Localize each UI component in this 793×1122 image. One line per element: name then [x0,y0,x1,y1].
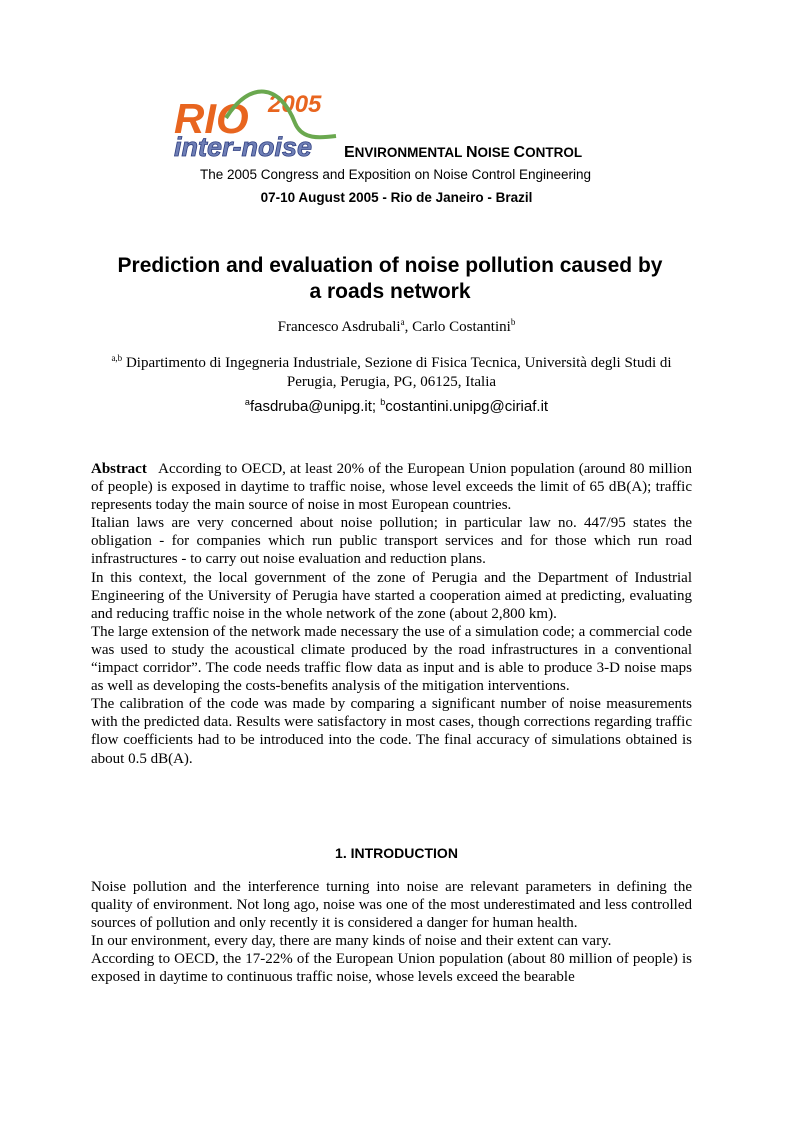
paper-title-line-2: a roads network [309,280,471,303]
internoise-logo [170,78,340,160]
conf-name-cap-1: E [344,144,355,161]
email-1-mark: a [244,397,250,407]
conference-subtitle: The 2005 Congress and Exposition on Noise Control Engineering [200,167,591,182]
affiliation-mark: a,b [111,353,123,363]
author-emails [0,398,793,415]
paper-title-line-1: Prediction and evaluation of noise pollution caused by [117,254,663,277]
conf-name-rest-2: OISE [477,145,510,160]
conference-logo-graphic [170,78,340,160]
author-2: Carlo Costantini [412,319,511,335]
email-2-mark: b [380,397,386,407]
abstract-label: Abstract [91,461,147,477]
logo-brand-text: inter-noise [174,132,313,160]
abstract-text-1: According to OECD, at least 20% of the European Union population (around 80 million of people) is exposed in daytime to traffic noise, whose level exceeds the limit of 65 dB(A); traffic represents today the main source of noise in most European countries. [91,461,692,514]
author-1-affil-mark: a [400,317,405,327]
affiliation-line-2: Perugia, Perugia, PG, 06125, Italia [286,374,497,390]
paper-title [90,253,690,305]
conf-name-rest-1: NVIRONMENTAL [354,145,463,160]
abstract-paragraph: The large extension of the network made necessary the use of a simulation code; a commercial code was used to study the acoustical climate produced by the road infrastructures in a conventional “impact corridor”. The code needs traffic flow data as input and is able to produce 3-D noise maps as well as developing the costs-benefits analysis of the mitigation interventions. [91,623,692,695]
abstract-paragraph: In this context, the local government of the zone of Perugia and the Department of Industrial Engineering of the University of Perugia have started a cooperation aimed at predicting, evaluating and reducing traffic noise in the whole network of the zone (about 2,800 km). [91,569,692,622]
conf-name-rest-3: ONTROL [525,145,583,160]
abstract-section [91,460,692,768]
abstract-paragraph: Italian laws are very concerned about noise pollution; in particular law no. 447/95 states the obligation - for companies which run public transport services and for those which run road infrastructures - to carry out noise evaluation and reduction plans. [91,515,692,568]
affiliation-text-1: Dipartimento di Ingegneria Industriale, Sezione di Fisica Tecnica, Università degli Studi di [122,355,672,371]
conf-name-cap-3: C [513,144,526,161]
email-2[interactable]: costantini.unipg@ciriaf.it [385,398,549,415]
logo-rio-text: RIO [174,95,249,142]
introduction-section [91,878,692,987]
section-heading-introduction: 1. INTRODUCTION [335,845,458,861]
intro-paragraph: According to OECD, the 17-22% of the European Union population (about 80 million of people) is exposed in daytime to continuous traffic noise, whose levels exceed the bearable [91,951,692,986]
affiliation-line-1 [90,354,693,373]
abstract-paragraph [91,460,692,514]
author-list [0,319,793,336]
conf-name-cap-2: N [465,144,478,161]
conference-name [344,144,644,162]
email-1[interactable]: fasdruba@unipg.it; [249,398,381,415]
logo-year-text: 2005 [268,91,322,118]
author-2-affil-mark: b [510,317,516,327]
intro-paragraph: Noise pollution and the interference turning into noise are relevant parameters in defining the quality of environment. Not long ago, noise was one of the most underestimated and less controlled sources of pollution and only recently it is considered a danger for human health. [91,879,692,932]
author-1: Francesco Asdrubali [277,319,401,335]
affiliation [90,354,693,392]
abstract-paragraph: The calibration of the code was made by comparing a significant number of noise measurements with the predicted data. Results were satisfactory in most cases, though corrections regarding traffic flow coefficients had to be introduced into the code. The final accuracy of simulations obtained is about 0.5 dB(A). [91,696,692,767]
author-separator: , [404,319,413,335]
intro-paragraph: In our environment, every day, there are many kinds of noise and their extent can vary. [91,933,612,950]
conference-dates-location: 07-10 August 2005 - Rio de Janeiro - Brazil [260,190,533,205]
